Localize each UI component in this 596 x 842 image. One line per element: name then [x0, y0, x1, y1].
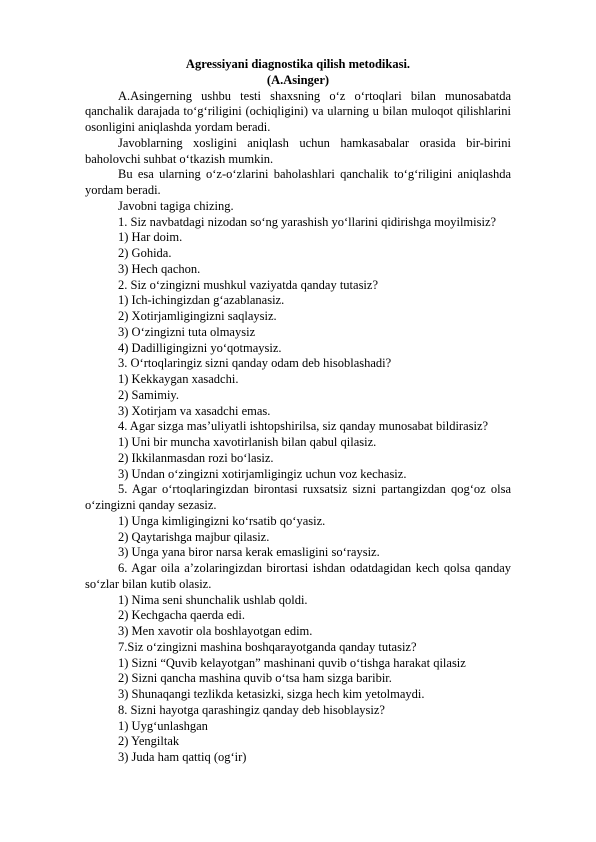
question-block-4: [85, 419, 511, 482]
question-text: 5. Agar o‘rtoqlaringizdan birontasi ruxsatsiz sizni partangizdan qog‘oz olsa o‘zingizni qanday sezasiz.: [85, 482, 511, 512]
answer-option[interactable]: 3) Shunaqangi tezlikda ketasizki, sizga hech kim yetolmaydi.: [118, 687, 425, 701]
answer-option[interactable]: 3) Xotirjam va xasadchi emas.: [118, 403, 271, 418]
answer-option[interactable]: 2) Samimiy.: [118, 387, 179, 402]
answer-option[interactable]: 2) Xotirjamligingizni saqlaysiz.: [118, 309, 277, 323]
answer-option[interactable]: 1) Kekkaygan xasadchi.: [118, 372, 239, 386]
intro-paragraph: A.Asingerning ushbu testi shaxsning o‘z o‘rtoqlari bilan munosabatda qanchalik darajada to‘g‘riligini (ochiqligini) va ularning u bilan muloqot qilishlarini osonligini aniqlashda yordam beradi.: [85, 88, 511, 134]
question-text: 1. Siz navbatdagi nizodan so‘ng yarashish yo‘llarini qidirishga moyilmisiz?: [118, 214, 497, 229]
answer-option[interactable]: 3) Undan o‘zingizni xotirjamligingiz uchun voz kechasiz.: [118, 466, 407, 481]
document-author: (A.Asinger): [266, 72, 330, 87]
answer-option[interactable]: 1) Sizni “Quvib kelayotgan” mashinani quvib o‘tishga harakat qilasiz: [118, 655, 466, 670]
question-block-3: [85, 356, 511, 419]
answer-option[interactable]: 2) Gohida.: [118, 246, 172, 260]
answer-option[interactable]: 2) Yengiltak: [118, 734, 180, 749]
answer-option[interactable]: 1) Har doim.: [118, 230, 183, 245]
answer-option[interactable]: 2) Kechgacha qaerda edi.: [118, 608, 246, 623]
document-title: Agressiyani diagnostika qilish metodikasi.: [185, 57, 411, 71]
intro-paragraph: Javoblarning xosligini aniqlash uchun hamkasabalar orasida bir-birini baholovchi suhbat o‘tkazish mumkin.: [85, 135, 511, 166]
answer-option[interactable]: 4) Dadilligingizni yo‘qotmaysiz.: [118, 340, 282, 355]
answer-option[interactable]: 3) Unga yana biror narsa kerak emasligini so‘raysiz.: [118, 545, 380, 560]
question-block-2: [85, 278, 511, 357]
question-text: 8. Sizni hayotga qarashingiz qanday deb hisoblaysiz?: [118, 702, 385, 717]
answer-option[interactable]: 1) Uni bir muncha xavotirlanish bilan qabul qilasiz.: [118, 435, 377, 449]
answer-option[interactable]: 2) Sizni qancha mashina quvib o‘tsa ham sizga baribir.: [118, 671, 392, 686]
answer-option[interactable]: 1) Nima seni shunchalik ushlab qoldi.: [118, 592, 308, 607]
question-block-5: [85, 482, 511, 561]
answer-option[interactable]: 1) Unga kimligingizni ko‘rsatib qo‘yasiz.: [118, 513, 326, 528]
document-page: [85, 57, 511, 766]
intro-paragraph: Bu esa ularning o‘z-o‘zlarini baholashlari qanchalik to‘g‘riligini aniqlashda yordam beradi.: [85, 167, 511, 197]
answer-option[interactable]: 3) Men xavotir ola boshlayotgan edim.: [118, 624, 313, 638]
question-block-6: [85, 561, 511, 640]
question-text: 4. Agar sizga mas’uliyatli ishtopshirilsa, siz qanday munosabat bildirasiz?: [118, 419, 489, 434]
question-text: 6. Agar oila a’zolaringizdan birortasi ishdan odatdagidan kech qolsa qanday so‘zlar bilan kutib olasiz.: [85, 561, 511, 591]
answer-option[interactable]: 3) O‘zingizni tuta olmaysiz: [118, 324, 256, 339]
question-text: 2. Siz o‘zingizni mushkul vaziyatda qanday tutasiz?: [118, 277, 378, 292]
answer-option[interactable]: 3) Hech qachon.: [118, 261, 201, 276]
answer-option[interactable]: 1) Ich-ichingizdan g‘azablanasiz.: [118, 293, 285, 308]
question-block-1: [85, 215, 511, 278]
answer-option[interactable]: 1) Uyg‘unlashgan: [118, 718, 208, 733]
answer-option[interactable]: 2) Ikkilanmasdan rozi bo‘lasiz.: [118, 450, 274, 465]
answer-option[interactable]: 3) Juda ham qattiq (og‘ir): [118, 750, 247, 764]
question-text: 7.Siz o‘zingizni mashina boshqarayotganda qanday tutasiz?: [118, 639, 417, 654]
question-text: 3. O‘rtoqlaringiz sizni qanday odam deb hisoblashadi?: [118, 356, 392, 371]
instruction-text: Javobni tagiga chizing.: [118, 198, 234, 213]
answer-option[interactable]: 2) Qaytarishga majbur qilasiz.: [118, 529, 270, 544]
question-block-7: [85, 640, 511, 703]
question-block-8: [85, 703, 511, 766]
